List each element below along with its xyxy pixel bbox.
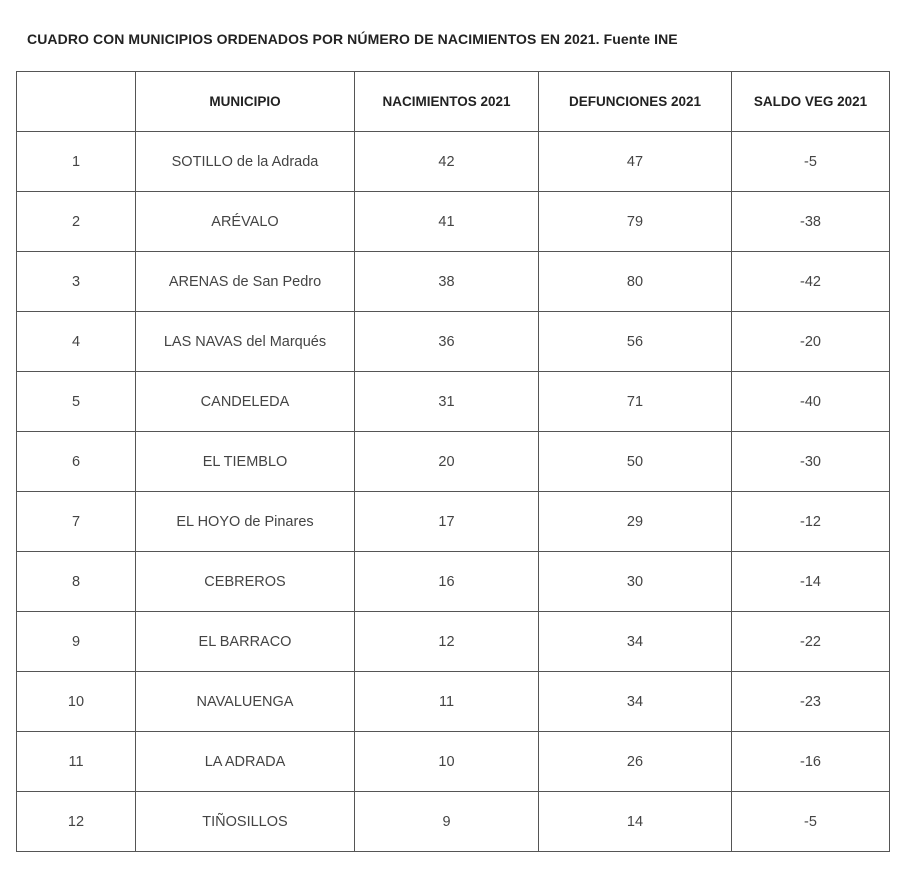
defunciones-cell: 80: [539, 252, 732, 312]
rank-cell: 1: [17, 132, 136, 192]
saldo-cell: -5: [732, 132, 890, 192]
rank-cell: 9: [17, 612, 136, 672]
saldo-cell: -22: [732, 612, 890, 672]
municipio-cell: TIÑOSILLOS: [136, 792, 355, 852]
defunciones-cell: 79: [539, 192, 732, 252]
table-row: [17, 552, 890, 612]
defunciones-cell: 56: [539, 312, 732, 372]
nacimientos-cell: 12: [355, 612, 539, 672]
table-row: [17, 132, 890, 192]
nacimientos-cell: 36: [355, 312, 539, 372]
table-row: [17, 492, 890, 552]
nacimientos-cell: 42: [355, 132, 539, 192]
municipio-cell: EL BARRACO: [136, 612, 355, 672]
rank-cell: 8: [17, 552, 136, 612]
births-table: [16, 71, 890, 852]
rank-cell: 10: [17, 672, 136, 732]
municipio-cell: ARÉVALO: [136, 192, 355, 252]
header-municipio: MUNICIPIO: [136, 72, 355, 132]
saldo-cell: -5: [732, 792, 890, 852]
saldo-cell: -42: [732, 252, 890, 312]
table-row: [17, 432, 890, 492]
rank-cell: 2: [17, 192, 136, 252]
nacimientos-cell: 20: [355, 432, 539, 492]
header-defunciones: DEFUNCIONES 2021: [539, 72, 732, 132]
nacimientos-cell: 31: [355, 372, 539, 432]
nacimientos-cell: 9: [355, 792, 539, 852]
table-row: [17, 792, 890, 852]
saldo-cell: -38: [732, 192, 890, 252]
document-title: CUADRO CON MUNICIPIOS ORDENADOS POR NÚMERO DE NACIMIENTOS EN 2021. Fuente INE: [27, 31, 678, 47]
municipio-cell: CANDELEDA: [136, 372, 355, 432]
nacimientos-cell: 41: [355, 192, 539, 252]
municipio-cell: SOTILLO de la Adrada: [136, 132, 355, 192]
saldo-cell: -20: [732, 312, 890, 372]
nacimientos-cell: 17: [355, 492, 539, 552]
defunciones-cell: 14: [539, 792, 732, 852]
rank-cell: 6: [17, 432, 136, 492]
defunciones-cell: 29: [539, 492, 732, 552]
defunciones-cell: 26: [539, 732, 732, 792]
header-nacimientos: NACIMIENTOS 2021: [355, 72, 539, 132]
nacimientos-cell: 11: [355, 672, 539, 732]
table-row: [17, 252, 890, 312]
saldo-cell: -12: [732, 492, 890, 552]
table-row: [17, 312, 890, 372]
municipio-cell: EL TIEMBLO: [136, 432, 355, 492]
rank-cell: 5: [17, 372, 136, 432]
rank-cell: 11: [17, 732, 136, 792]
municipio-cell: LAS NAVAS del Marqués: [136, 312, 355, 372]
header-row: [17, 72, 890, 132]
defunciones-cell: 47: [539, 132, 732, 192]
table-row: [17, 612, 890, 672]
header-rank: [17, 72, 136, 132]
table-row: [17, 192, 890, 252]
municipio-cell: NAVALUENGA: [136, 672, 355, 732]
rank-cell: 4: [17, 312, 136, 372]
rank-cell: 7: [17, 492, 136, 552]
nacimientos-cell: 16: [355, 552, 539, 612]
saldo-cell: -14: [732, 552, 890, 612]
table-row: [17, 372, 890, 432]
saldo-cell: -16: [732, 732, 890, 792]
defunciones-cell: 71: [539, 372, 732, 432]
header-saldo: SALDO VEG 2021: [732, 72, 890, 132]
saldo-cell: -30: [732, 432, 890, 492]
defunciones-cell: 34: [539, 672, 732, 732]
nacimientos-cell: 38: [355, 252, 539, 312]
rank-cell: 3: [17, 252, 136, 312]
defunciones-cell: 30: [539, 552, 732, 612]
municipio-cell: CEBREROS: [136, 552, 355, 612]
defunciones-cell: 34: [539, 612, 732, 672]
saldo-cell: -23: [732, 672, 890, 732]
table-row: [17, 672, 890, 732]
municipio-cell: LA ADRADA: [136, 732, 355, 792]
nacimientos-cell: 10: [355, 732, 539, 792]
municipio-cell: ARENAS de San Pedro: [136, 252, 355, 312]
table-row: [17, 732, 890, 792]
defunciones-cell: 50: [539, 432, 732, 492]
municipio-cell: EL HOYO de Pinares: [136, 492, 355, 552]
rank-cell: 12: [17, 792, 136, 852]
saldo-cell: -40: [732, 372, 890, 432]
